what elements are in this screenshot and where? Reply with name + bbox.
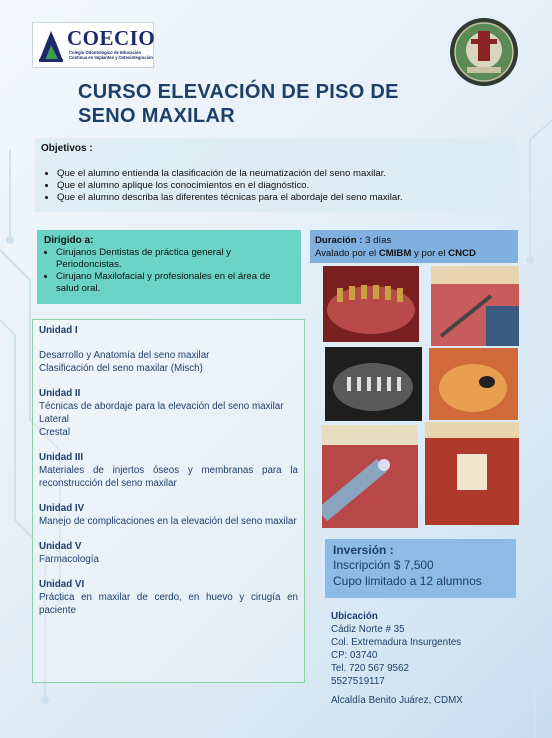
audience-box — [37, 230, 301, 304]
unit-heading: Unidad I — [39, 325, 78, 336]
endorsed-connector: y por el — [414, 248, 446, 259]
unit-line: Clasificación del seno maxilar (Misch) — [39, 363, 203, 374]
location-line: Tel. 720 567 9562 — [331, 663, 409, 674]
investment-capacity: Cupo limitado a 12 alumnos — [333, 574, 482, 588]
location-heading: Ubicación — [331, 611, 378, 622]
endorsing-org-1: CMIBM — [378, 248, 412, 259]
investment-box — [325, 539, 516, 598]
unit-line: Farmacología — [39, 554, 99, 565]
duration-label: Duración : — [315, 235, 363, 246]
unit-4 — [39, 502, 298, 528]
clinical-photo-incision — [431, 266, 519, 346]
units-box — [32, 319, 305, 683]
unit-line: Técnicas de abordaje para la elevación del seno maxilar — [39, 401, 284, 412]
location-line: 5527519117 — [331, 676, 385, 687]
location-line: CP: 03740 — [331, 650, 378, 661]
unit-line: Manejo de complicaciones en la elevación del seno maxilar — [39, 516, 297, 527]
endorsing-org-2: CNCD — [448, 248, 476, 259]
unit-line: Desarrollo y Anatomía del seno maxilar — [39, 350, 210, 361]
duration-value: 3 días — [365, 235, 392, 246]
location-block — [331, 610, 521, 707]
unit-line: Materiales de injertos óseos y membranas para la reconstrucción del seno maxilar — [39, 465, 298, 489]
title-line-2: SENO MAXILAR — [78, 105, 235, 127]
clinical-photo-graft — [425, 422, 519, 525]
unit-heading: Unidad IV — [39, 503, 85, 514]
unit-heading: Unidad II — [39, 388, 81, 399]
objectives-box — [35, 138, 517, 212]
clinical-photo-xray — [325, 347, 422, 421]
clinical-photo-implants — [323, 266, 419, 342]
title-line-1: CURSO ELEVACIÓN DE PISO DE — [78, 81, 399, 103]
objective-item: • Que el alumno entienda la clasificación de la neumatización del seno maxilar. — [57, 168, 511, 180]
page-title — [78, 80, 458, 128]
clinical-photo-drill — [322, 425, 418, 528]
endorsed-prefix: Avalado por el — [315, 248, 377, 259]
audience-heading: Dirigido a: — [44, 235, 94, 246]
unit-1 — [39, 324, 298, 375]
objectives-list — [41, 168, 511, 204]
investment-heading: Inversión : — [333, 543, 394, 557]
unit-heading: Unidad VI — [39, 579, 85, 590]
unit-line: Crestal — [39, 427, 71, 438]
location-line: Col. Extremadura Insurgentes — [331, 637, 462, 648]
audience-item: • Cirujanos Dentistas de práctica general y Periodoncistas. — [56, 247, 294, 271]
audience-item: • Cirujano Maxilofacial y profesionales en el área de salud oral. — [56, 271, 294, 295]
audience-list — [44, 247, 294, 295]
duration-box — [310, 230, 518, 263]
unit-3 — [39, 451, 298, 490]
unit-heading: Unidad V — [39, 541, 82, 552]
unit-line: Lateral — [39, 414, 69, 425]
objective-item: • Que el alumno aplique los conocimientos en el diagnóstico. — [57, 180, 511, 192]
unit-5 — [39, 540, 298, 566]
unit-6 — [39, 578, 298, 617]
objectives-heading: Objetivos : — [41, 143, 93, 154]
objective-item: • Que el alumno describa las diferentes técnicas para el abordaje del seno maxilar. — [57, 192, 511, 204]
clinical-photo-window — [429, 348, 518, 420]
logo-subtitle: Colegio Odontológico de Educación Continua en Implantes y Osteointegración — [69, 50, 153, 60]
unit-2 — [39, 387, 298, 439]
unit-line: Práctica en maxilar de cerdo, en huevo y cirugía en paciente — [39, 592, 298, 616]
investment-price: Inscripción $ 7,500 — [333, 558, 434, 572]
location-city: Alcaldía Benito Juárez, CDMX — [331, 695, 463, 706]
unit-heading: Unidad III — [39, 452, 84, 463]
location-line: Cádiz Norte # 35 — [331, 624, 405, 635]
association-seal-icon — [449, 17, 519, 87]
logo-mark-icon — [37, 29, 65, 63]
coecio-logo — [32, 22, 154, 68]
logo-brand: COECIO — [67, 26, 156, 50]
